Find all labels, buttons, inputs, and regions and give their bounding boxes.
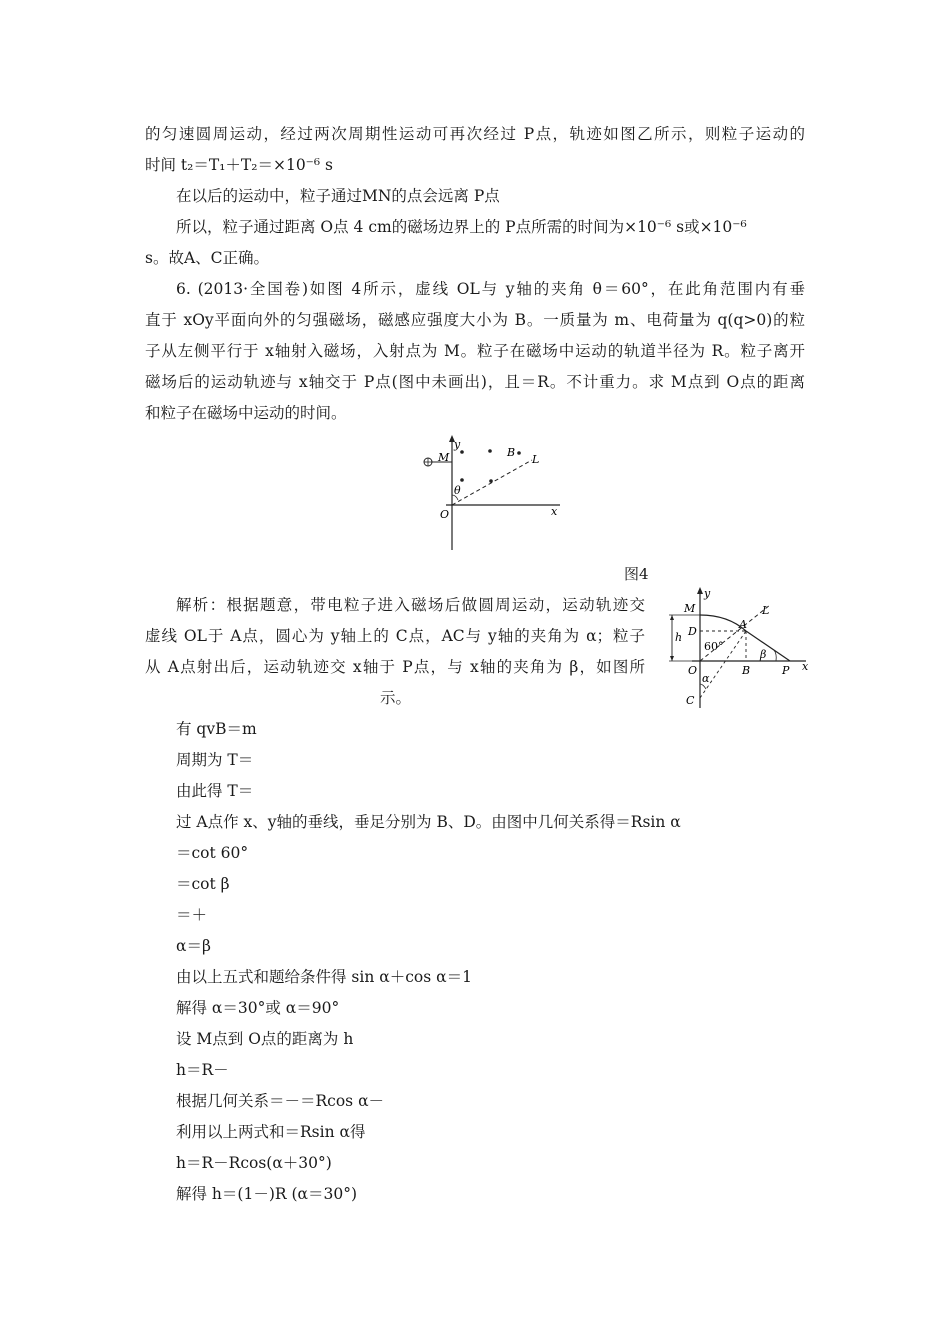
boundary-line-ol [452,460,532,505]
field-dot [517,451,521,455]
field-dot [488,449,492,453]
equation-line: 由以上五式和题给条件得 sin α＋cos α＝1 [176,968,472,986]
equation-line: h＝R－Rcos(α＋30°) [176,1154,332,1172]
y-axis-label: y [704,587,711,600]
equation-line: ＝cot 60° [176,844,249,862]
equation-line: 有 qvB＝m [176,720,257,738]
paragraph-line: 所以，粒子通过距离 O点 4 cm的磁场边界上的 P点所需的时间为×10⁻⁶ s或×10⁻⁶ [176,218,747,236]
solution-diagram [666,586,812,710]
equation-line: ＝cot β [176,875,230,893]
problem-line: 6. (2013·全国卷)如图 4所示，虚线 OL与 y轴的夹角 θ＝60°，在此角范围内有垂 [176,280,805,298]
x-axis-label: x [551,505,558,518]
origin-label: O [440,508,450,521]
equation-line: ＝＋ [176,906,208,924]
point-c-label: C [686,694,695,707]
solution-line: 虚线 OL于 A点，圆心为 y轴上的 C点，AC与 y轴的夹角为 α；粒子 [145,627,645,645]
equation-line: h＝R－ [176,1061,229,1079]
line-l-label: L [532,453,540,466]
paragraph-line: 时间 t₂＝T₁＋T₂＝×10⁻⁶ s [145,156,333,174]
solution-line: 示。 [380,689,412,707]
problem-line: 磁场后的运动轨迹与 x轴交于 P点(图中未画出)，且＝R。不计重力。求 M点到 O点的距离 [145,373,805,391]
paragraph-line: s。故A、C正确。 [145,249,270,267]
equation-line: 过 A点作 x、y轴的垂线，垂足分别为 B、D。由图中几何关系得＝Rsin α [176,813,681,831]
field-dot [460,478,464,482]
point-m-label: M [438,451,450,464]
field-dot [489,479,493,483]
point-a-label: A [739,618,747,631]
point-m-label: M [684,602,696,615]
problem-line: 子从左侧平行于 x轴射入磁场，入射点为 M。粒子在磁场中运动的轨道半径为 R。粒子离开 [145,342,805,360]
y-axis-label: y [454,438,461,451]
solution-line: 解析：根据题意，带电粒子进入磁场后做圆周运动，运动轨迹交 [176,596,645,614]
equation-line: 解得 α＝30°或 α＝90° [176,999,340,1017]
point-b-label: B [507,446,516,459]
equation-line: 根据几何关系＝－＝Rcos α－ [176,1092,385,1110]
y-axis-arrow [697,587,703,594]
point-b-label: B [742,664,751,677]
figure-4-diagram [418,432,568,554]
equation-line: 利用以上两式和＝Rsin α得 [176,1123,366,1141]
equation-line: 由此得 T＝ [176,782,254,800]
beta-label: β [760,648,767,661]
problem-line: 和粒子在磁场中运动的时间。 [145,404,347,422]
figure-4-caption: 图4 [624,565,649,583]
angle-60-label: 60° [704,640,724,653]
exit-path [746,631,790,661]
line-l-label: L [762,604,770,617]
paragraph-line: 的匀速圆周运动，经过两次周期性运动可再次经过 P点，轨迹如图乙所示，则粒子运动的 [145,125,805,143]
field-dot [460,450,464,454]
solution-line: 从 A点射出后，运动轨迹交 x轴于 P点，与 x轴的夹角为 β，如图所 [145,658,645,676]
paragraph-line: 在以后的运动中，粒子通过MN的点会远离 P点 [176,187,500,205]
equation-line: 解得 h＝(1－)R (α＝30°) [176,1185,357,1203]
equation-line: α＝β [176,937,211,955]
problem-line: 直于 xOy平面向外的匀强磁场，磁感应强度大小为 B。一质量为 m、电荷量为 q(q>0)的粒 [145,311,805,329]
height-h-label: h [675,631,683,644]
origin-label: O [688,664,698,677]
point-d-label: D [688,625,697,638]
equation-line: 周期为 T＝ [176,751,254,769]
equation-line: 设 M点到 O点的距离为 h [176,1030,354,1048]
alpha-label: α [702,672,710,685]
theta-label: θ [454,484,461,497]
x-axis-label: x [802,660,809,673]
point-p-label: P [782,664,790,677]
